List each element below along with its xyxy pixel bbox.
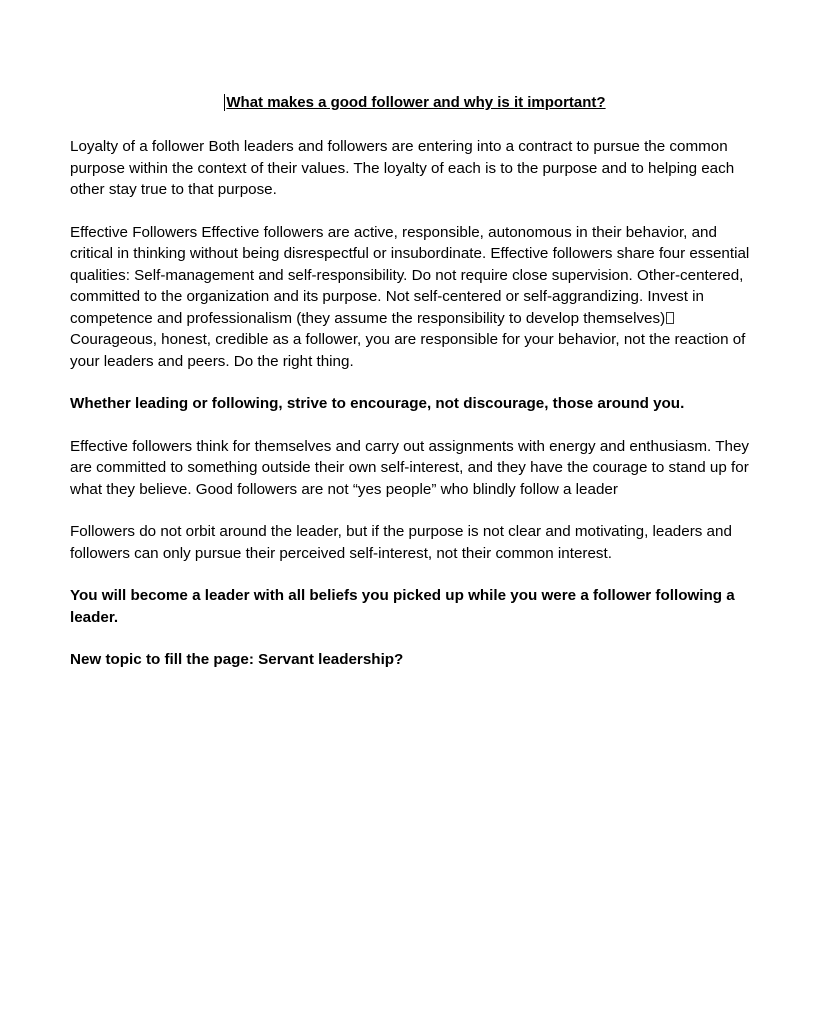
paragraph-effective-followers-part2: Courageous, honest, credible as a follower, you are responsible for your behavior, not the reaction of your leaders and peers. Do the right thing. — [70, 331, 746, 370]
paragraph-orbit: Followers do not orbit around the leader, but if the purpose is not clear and motivating, leaders and followers can only pursue their perceived self-interest, not their common interest. — [70, 523, 732, 562]
title-line — [70, 92, 760, 113]
paragraph-encourage: Whether leading or following, strive to encourage, not discourage, those around you. — [70, 395, 685, 412]
paragraph-loyalty: Loyalty of a follower Both leaders and followers are entering into a contract to pursue the common purpose within the context of their values. The loyalty of each is to the purpose and to helping each other stay true to that purpose. — [70, 138, 735, 198]
missing-glyph-icon — [666, 312, 674, 324]
paragraph-become-leader: You will become a leader with all beliefs you picked up while you were a follower following a leader. — [70, 587, 735, 626]
paragraph-think-for-themselves: Effective followers think for themselves and carry out assignments with energy and enthusiasm. They are committed to something outside their own self-interest, and they have the courage to stand up for what they believe. Good followers are not “yes people” who blindly follow a leader — [70, 437, 749, 498]
document-page — [70, 92, 760, 692]
paragraph-new-topic: New topic to fill the page: Servant leadership? — [70, 651, 404, 668]
document-title: What makes a good follower and why is it important? — [226, 94, 606, 111]
paragraph-effective-followers-part1: Effective Followers Effective followers are active, responsible, autonomous in their behavior, and critical in thinking without being disrespectful or insubordinate. Effective followers share four essential qualities: Self-management and self-responsibility. Do not require close supervision. Other-centered, committed to the organization and its purpose. Not self-centered or self-aggrandizing. Invest in competence and professionalism (they assume the responsibility to develop themselves) — [70, 223, 750, 327]
paragraph-effective-followers — [70, 222, 760, 373]
